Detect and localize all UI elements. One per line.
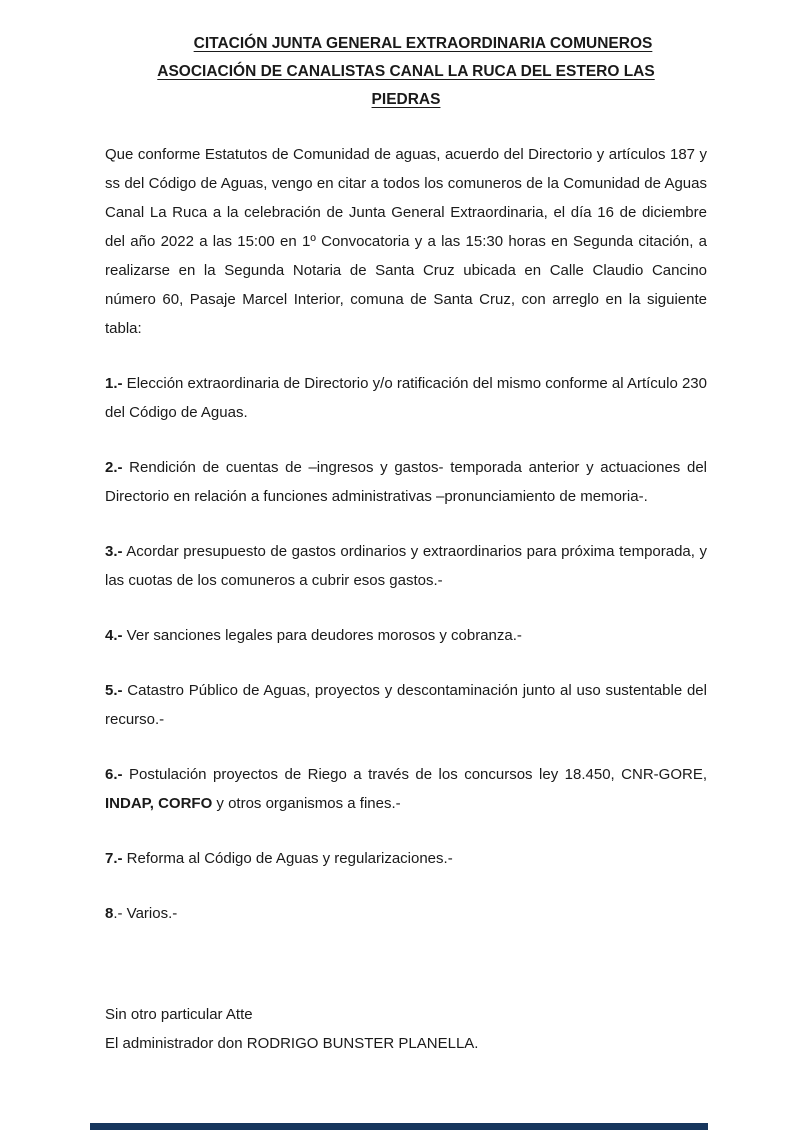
agenda-item-6 [105,760,707,818]
agenda-item-bold-run: INDAP, CORFO [105,795,213,812]
agenda-list [105,369,707,928]
closing-salutation: Sin otro particular Atte [105,1006,253,1023]
agenda-item-text-run: Elección extraordinaria de Directorio y/o ratificación del mismo conforme al Artículo 230 del Código de Aguas. [105,375,707,421]
title-line-1: CITACIÓN JUNTA GENERAL EXTRAORDINARIA COMUNEROS [193,35,653,52]
intro-paragraph: Que conforme Estatutos de Comunidad de aguas, acuerdo del Directorio y artículos 187 y ss del Código de Aguas, vengo en citar a todos los comuneros de la Comunidad de Aguas Canal La Ruca a la celebración de Junta General Extraordinaria, el día 16 de diciembre del año 2022 a las 15:00 en 1º Convocatoria y a las 15:30 horas en Segunda citación, a realizarse en la Segunda Notaria de Santa Cruz ubicada en Calle Claudio Cancino número 60, Pasaje Marcel Interior, comuna de Santa Cruz, con arreglo en la siguiente tabla: [105,146,707,337]
agenda-item-bold-run: 1.- [105,375,123,392]
agenda-item-text-run: .- Varios.- [113,905,178,922]
agenda-item-5 [105,676,707,734]
agenda-item-bold-run: 6.- [105,766,123,783]
agenda-item-8 [105,899,707,928]
document-title [105,30,707,114]
closing-block [105,1000,707,1058]
agenda-item-bold-run: 7.- [105,850,123,867]
agenda-item-text-run: Acordar presupuesto de gastos ordinarios y extraordinarios para próxima temporada, y las cuotas de los comuneros a cubrir esos gastos.- [105,543,707,589]
agenda-item-text-run: y otros organismos a fines.- [212,795,401,812]
title-line-3: PIEDRAS [371,91,441,108]
agenda-item-3 [105,537,707,595]
agenda-item-bold-run: 4.- [105,627,123,644]
agenda-item-text-run: Catastro Público de Aguas, proyectos y descontaminación junto al uso sustentable del recurso.- [105,682,707,728]
agenda-item-7 [105,844,707,873]
agenda-item-text-run: Reforma al Código de Aguas y regularizaciones.- [122,850,453,867]
agenda-item-1 [105,369,707,427]
agenda-item-bold-run: 8 [105,905,114,922]
agenda-item-text-run: Rendición de cuentas de –ingresos y gastos- temporada anterior y actuaciones del Directorio en relación a funciones administrativas –pronunciamiento de memoria-. [105,459,707,505]
closing-signature: El administrador don RODRIGO BUNSTER PLANELLA. [105,1035,479,1052]
agenda-item-4 [105,621,707,650]
agenda-item-bold-run: 5.- [105,682,123,699]
agenda-item-text-run: Ver sanciones legales para deudores morosos y cobranza.- [122,627,522,644]
agenda-item-text-run: Postulación proyectos de Riego a través de los concursos ley 18.450, CNR-GORE, [122,766,707,783]
agenda-item-2 [105,453,707,511]
table-top-edge-bar [90,1123,708,1130]
agenda-item-bold-run: 2.- [105,459,123,476]
title-line-2: ASOCIACIÓN DE CANALISTAS CANAL LA RUCA DEL ESTERO LAS [157,63,655,80]
agenda-item-bold-run: 3.- [105,543,123,560]
